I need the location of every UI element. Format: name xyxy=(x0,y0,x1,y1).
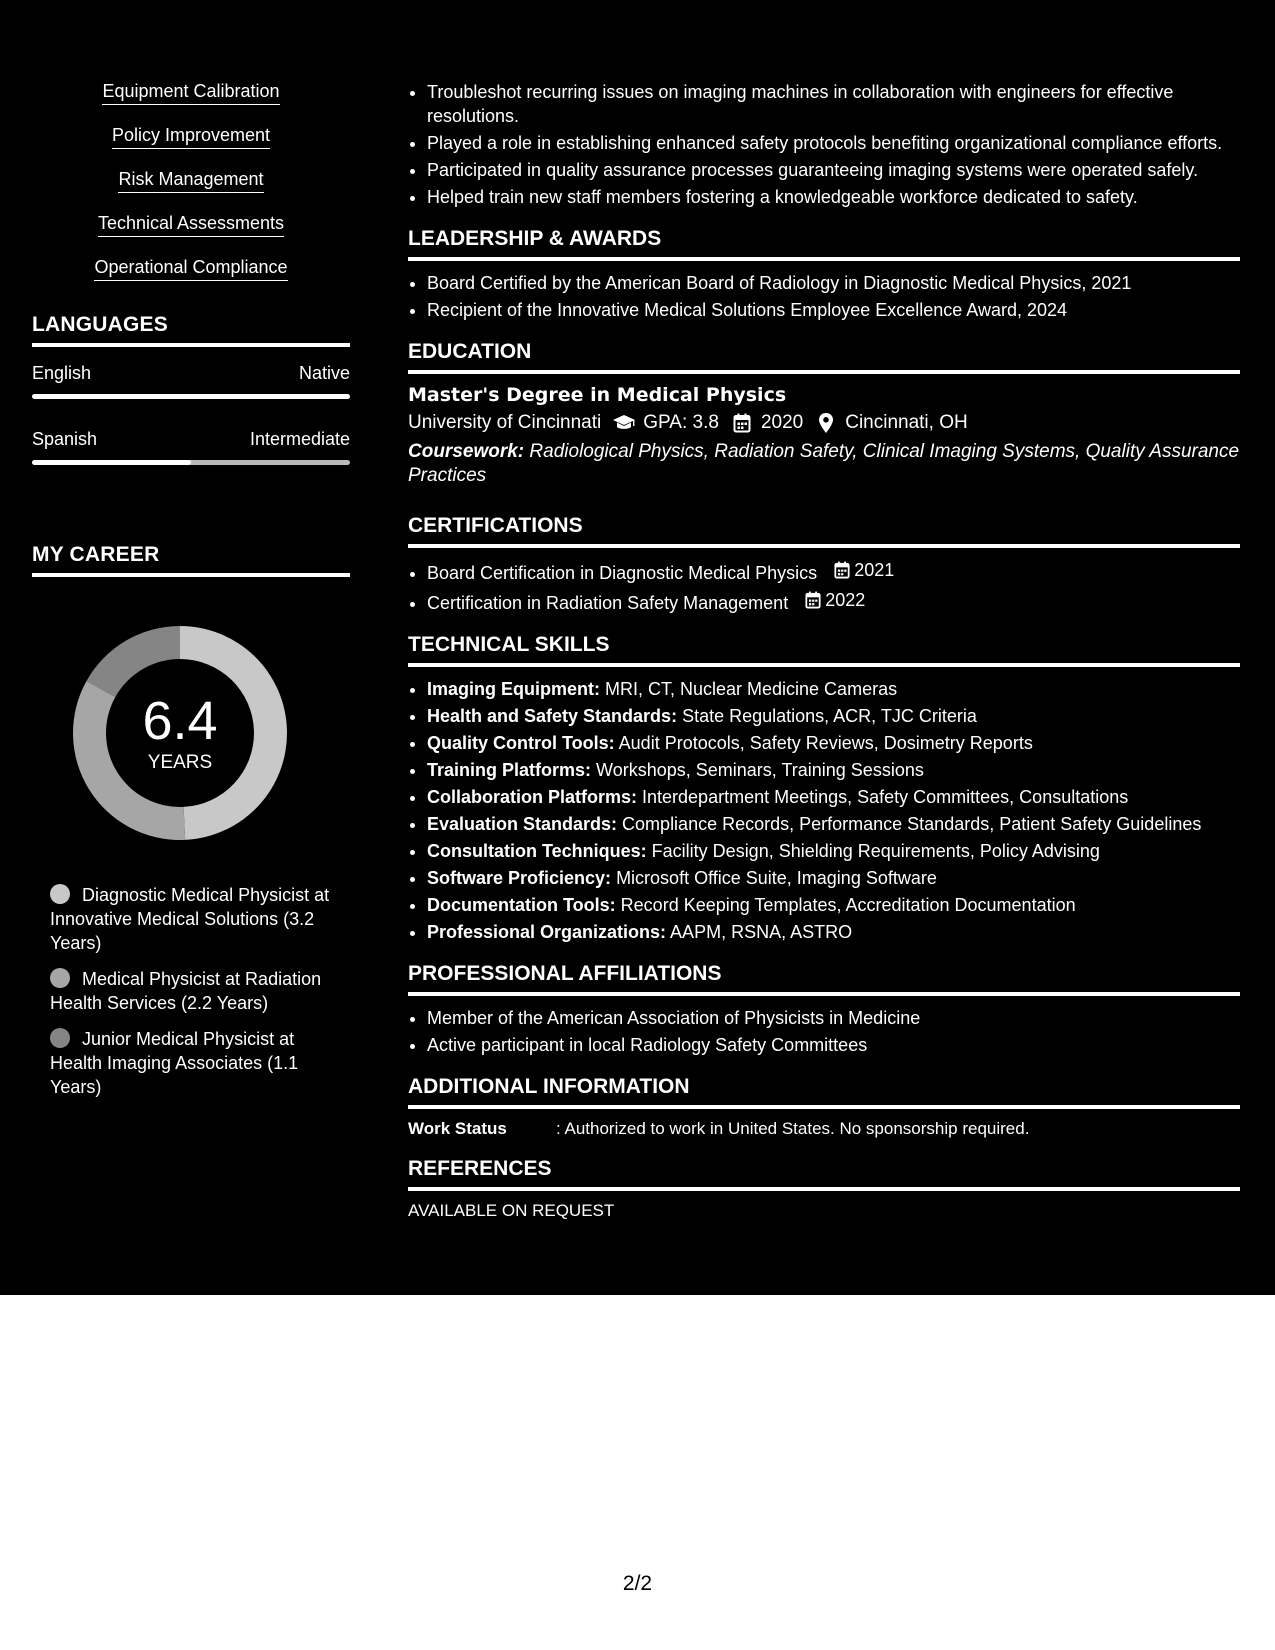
certification-item xyxy=(427,588,1240,615)
skill-tag: Equipment Calibration xyxy=(32,80,350,105)
education-coursework xyxy=(408,440,1240,488)
education-year: 2020 xyxy=(760,412,804,433)
language-proficiency-fill xyxy=(32,394,350,399)
affiliation-item: • Member of the American Association of Physicists in Medicine xyxy=(427,1006,1240,1030)
language-row xyxy=(32,429,350,450)
references-text: AVAILABLE ON REQUEST xyxy=(408,1201,615,1220)
technical-skill-item: • Health and Safety Standards: State Regulations, ACR, TJC Criteria xyxy=(427,704,1240,728)
technical-skill-item: • Training Platforms: Workshops, Seminars, Training Sessions xyxy=(427,758,1240,782)
experience-bullet: • Participated in quality assurance processes guaranteeing imaging systems were operated safely. xyxy=(427,158,1240,182)
certification-name: Board Certification in Diagnostic Medical Physics xyxy=(427,563,818,583)
career-legend-item: Junior Medical Physicist at Health Imaging Associates (1.1 Years) xyxy=(50,1029,299,1097)
education-degree: Master's Degree in Medical Physics xyxy=(408,384,787,406)
certifications-heading: CERTIFICATIONS xyxy=(408,514,1240,548)
right-column xyxy=(408,80,1240,1221)
donut-center xyxy=(66,619,294,847)
education-school: University of Cincinnati xyxy=(408,412,602,433)
work-status-value: : Authorized to work in United States. No sponsorship required. xyxy=(556,1119,1030,1138)
career-donut-chart xyxy=(66,619,294,847)
affiliation-item: • Active participant in local Radiology Safety Committees xyxy=(427,1033,1240,1057)
affiliations-list xyxy=(408,1006,1240,1057)
references-heading: REFERENCES xyxy=(408,1157,1240,1191)
legend-dot-icon xyxy=(50,884,70,904)
experience-bullet: • Helped train new staff members fostering a knowledgeable workforce dedicated to safety. xyxy=(427,185,1240,209)
additional-info-heading: ADDITIONAL INFORMATION xyxy=(408,1075,1240,1109)
left-column xyxy=(32,80,350,1111)
certification-item xyxy=(427,558,1240,585)
technical-skill-item: • Imaging Equipment: MRI, CT, Nuclear Medicine Cameras xyxy=(427,677,1240,701)
language-name: English xyxy=(32,363,92,383)
certifications-list xyxy=(408,558,1240,615)
career-legend-item: Medical Physicist at Radiation Health Services (2.2 Years) xyxy=(50,969,322,1013)
technical-skill-item: • Evaluation Standards: Compliance Records, Performance Standards, Patient Safety Guidelines xyxy=(427,812,1240,836)
certification-year: 2022 xyxy=(825,590,866,610)
education-gpa: GPA: 3.8 xyxy=(643,412,719,433)
calendar-icon xyxy=(832,560,852,580)
language-name: Spanish xyxy=(32,429,98,449)
skill-tags xyxy=(32,80,350,281)
language-level: Native xyxy=(298,363,350,383)
leadership-item: • Board Certified by the American Board of Radiology in Diagnostic Medical Physics, 2021 xyxy=(427,271,1240,295)
work-status-label: Work Status xyxy=(408,1119,507,1138)
language-proficiency-bar xyxy=(32,460,350,465)
experience-bullets xyxy=(408,80,1240,209)
technical-skill-item: • Quality Control Tools: Audit Protocols, Safety Reviews, Dosimetry Reports xyxy=(427,731,1240,755)
education-location: Cincinnati, OH xyxy=(845,412,968,433)
career-total-years: 6.4 xyxy=(142,691,218,751)
skill-tag: Risk Management xyxy=(32,168,350,193)
coursework-label: Coursework: xyxy=(408,441,525,462)
technical-skill-item: • Consultation Techniques: Facility Design, Shielding Requirements, Policy Advising xyxy=(427,839,1240,863)
language-row xyxy=(32,363,350,384)
career-total-unit: YEARS xyxy=(147,752,213,773)
technical-skill-item: • Software Proficiency: Microsoft Office Suite, Imaging Software xyxy=(427,866,1240,890)
certification-year: 2021 xyxy=(854,560,895,580)
legend-dot-icon xyxy=(50,1028,70,1048)
technical-skill-item: • Professional Organizations: AAPM, RSNA, ASTRO xyxy=(427,920,1240,944)
experience-bullet: • Played a role in establishing enhanced safety protocols benefiting organizational compliance efforts. xyxy=(427,131,1240,155)
language-proficiency-fill xyxy=(32,460,191,465)
work-status-row xyxy=(408,1119,1240,1139)
languages-heading: LANGUAGES xyxy=(32,313,350,347)
leadership-heading: LEADERSHIP & AWARDS xyxy=(408,227,1240,261)
leadership-list xyxy=(408,271,1240,322)
skill-tag: Technical Assessments xyxy=(32,212,350,237)
technical-skills-list xyxy=(408,677,1240,944)
language-proficiency-bar xyxy=(32,394,350,399)
legend-dot-icon xyxy=(50,968,70,988)
calendar-icon xyxy=(803,590,823,610)
technical-skills-heading: TECHNICAL SKILLS xyxy=(408,633,1240,667)
coursework-text: Radiological Physics, Radiation Safety, Clinical Imaging Systems, Quality Assurance Practices xyxy=(408,441,1240,486)
experience-bullet: • Troubleshot recurring issues on imaging machines in collaboration with engineers for effective resolutions. xyxy=(427,80,1240,128)
certification-name: Certification in Radiation Safety Management xyxy=(427,593,789,613)
skill-tag: Operational Compliance xyxy=(32,256,350,281)
map-pin-icon xyxy=(813,412,839,434)
leadership-item: • Recipient of the Innovative Medical Solutions Employee Excellence Award, 2024 xyxy=(427,298,1240,322)
career-legend xyxy=(32,883,350,1099)
skill-tag: Policy Improvement xyxy=(32,124,350,149)
education-meta xyxy=(408,412,1240,434)
technical-skill-item: • Collaboration Platforms: Interdepartment Meetings, Safety Committees, Consultations xyxy=(427,785,1240,809)
page-number: 2/2 xyxy=(622,1572,653,1595)
graduation-cap-icon xyxy=(611,412,637,434)
technical-skill-item: • Documentation Tools: Record Keeping Templates, Accreditation Documentation xyxy=(427,893,1240,917)
calendar-icon xyxy=(729,412,755,434)
career-legend-item: Diagnostic Medical Physicist at Innovative Medical Solutions (3.2 Years) xyxy=(50,885,330,953)
language-level: Intermediate xyxy=(249,429,350,449)
career-heading: MY CAREER xyxy=(32,543,350,577)
education-heading: EDUCATION xyxy=(408,340,1240,374)
affiliations-heading: PROFESSIONAL AFFILIATIONS xyxy=(408,962,1240,996)
